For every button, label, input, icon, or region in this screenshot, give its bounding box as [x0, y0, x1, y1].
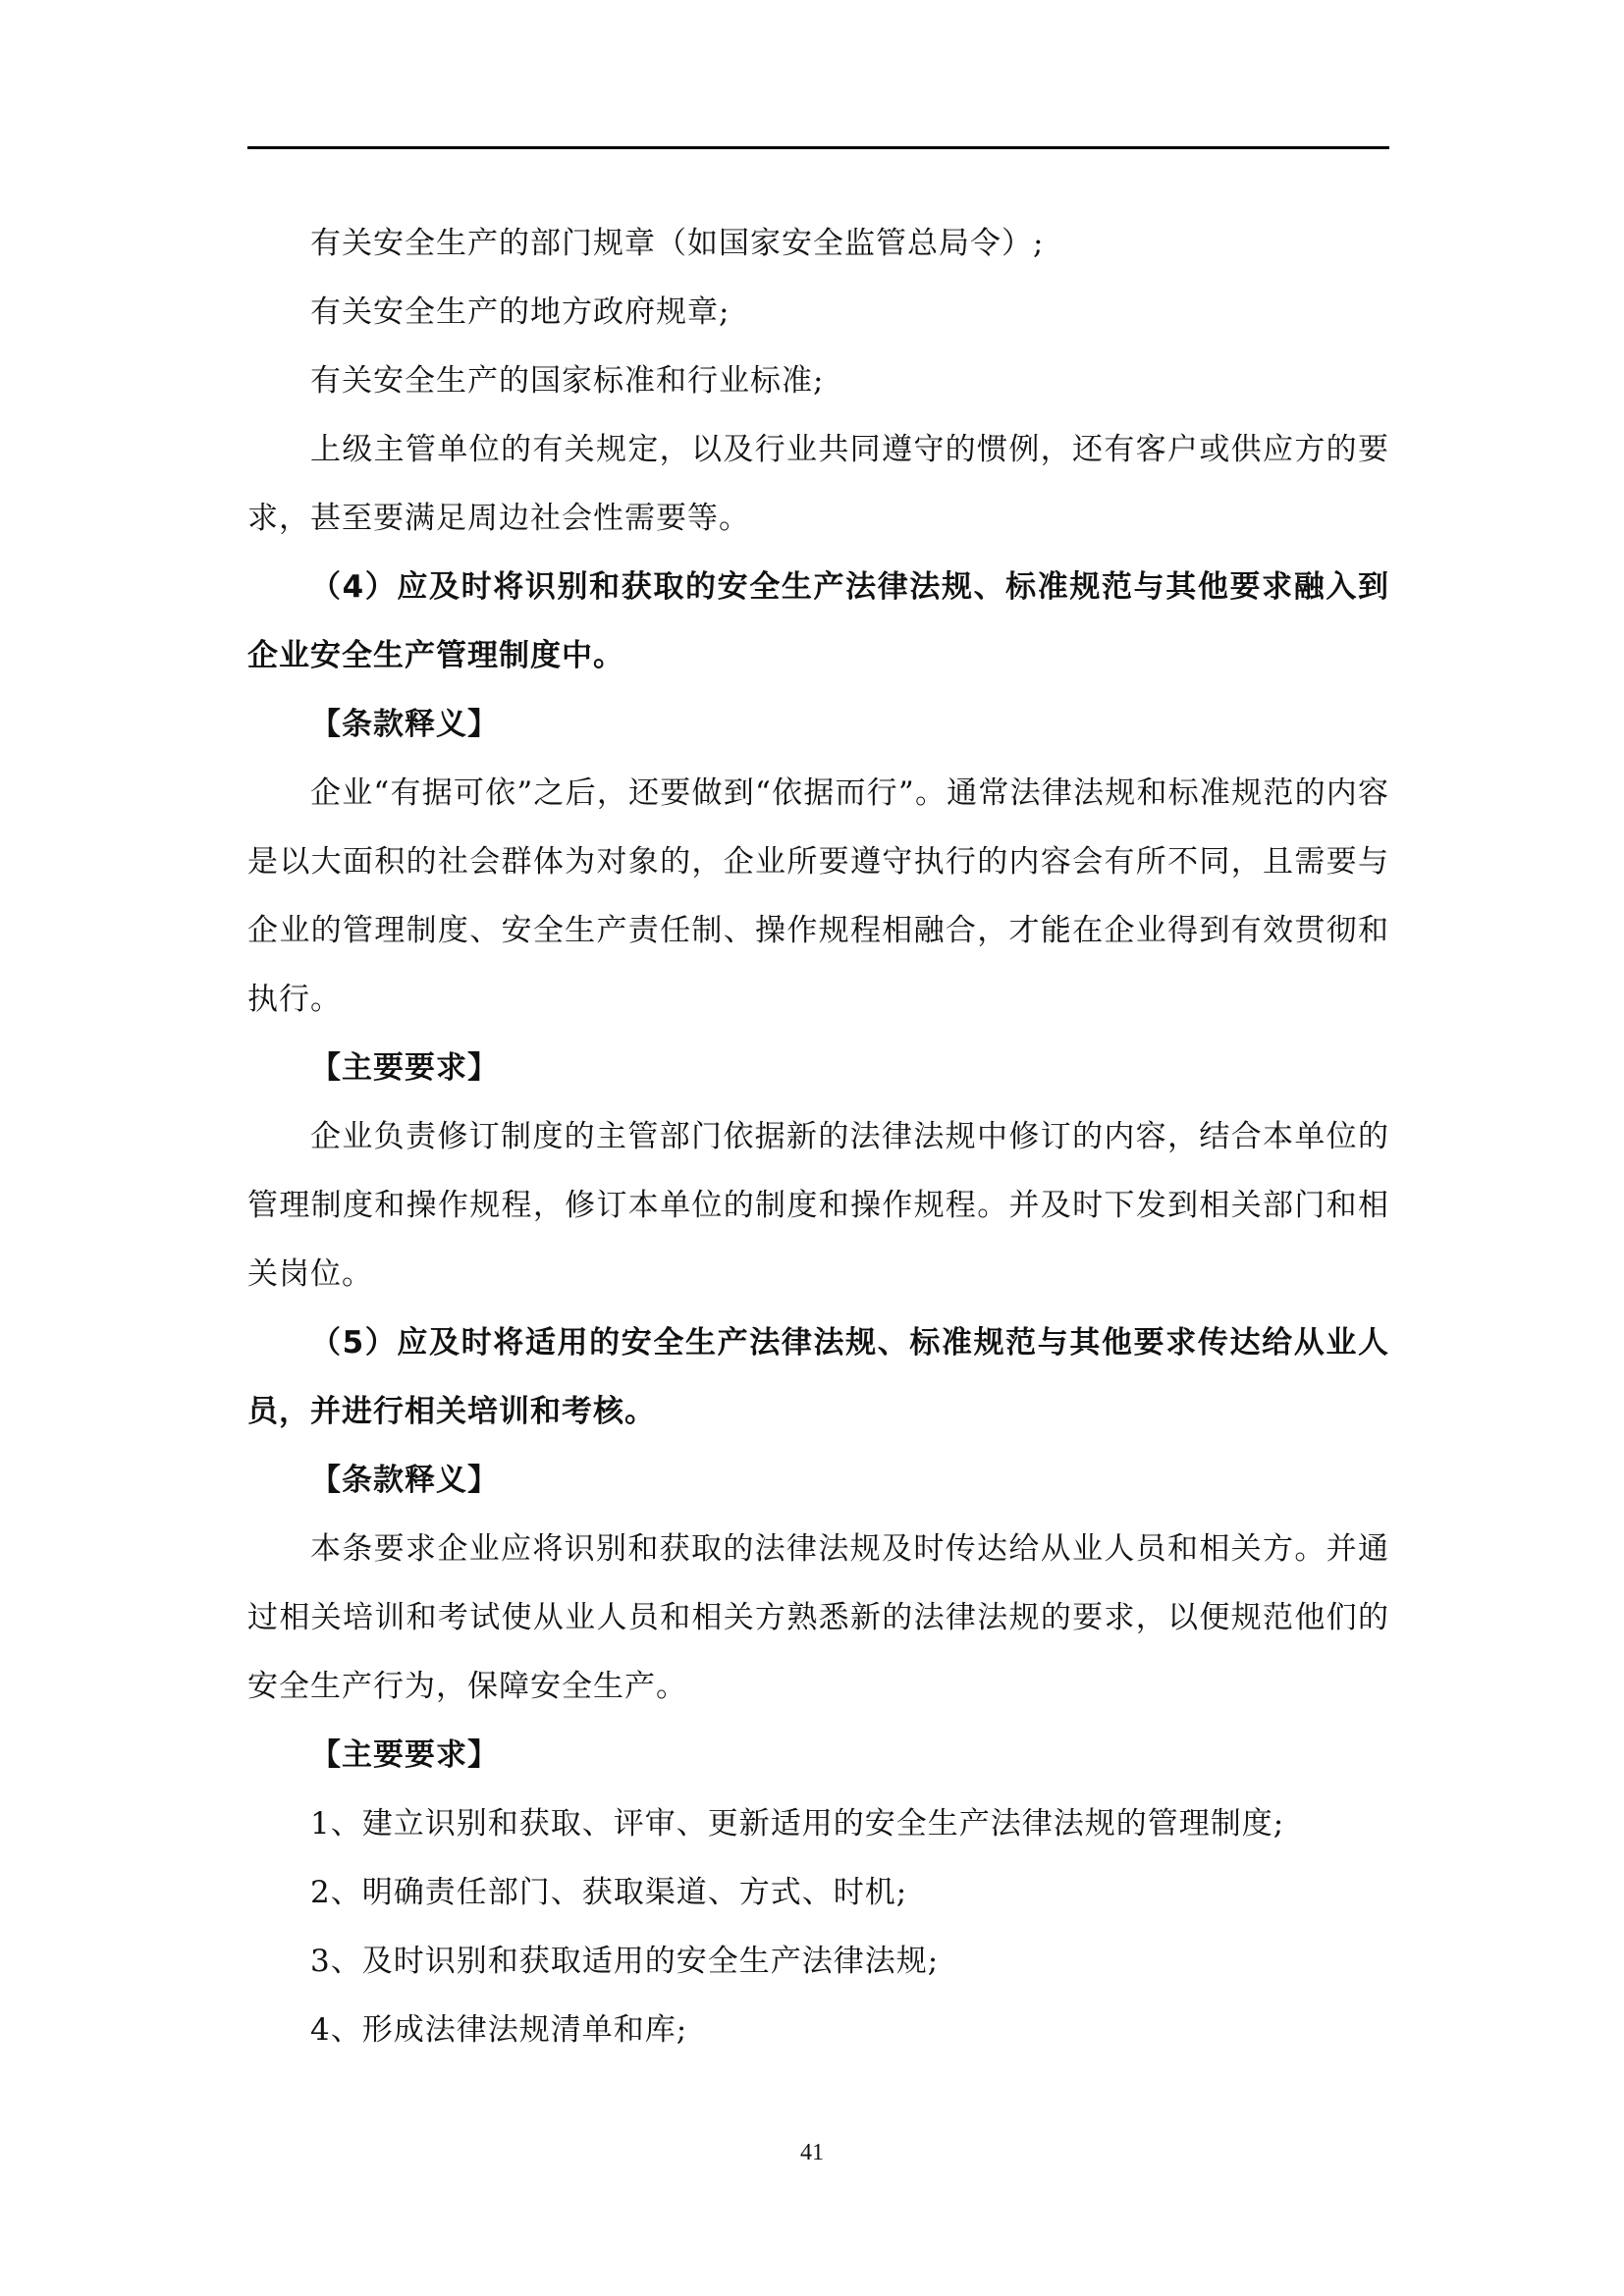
- paragraph-local-rules: 有关安全生产的地方政府规章;: [310, 294, 731, 330]
- paragraph-interpretation-5: 本条要求企业应将识别和获取的法律法规及时传达给从业人员和相关方。并通过相关培训和考试使从业人员和相关方熟悉新的法律法规的要求，以便规范他们的安全生产行为，保障安全生产。: [247, 1531, 1389, 1704]
- paragraph-ministerial-rules: 有关安全生产的部门规章（如国家安全监管总局令）;: [310, 226, 1045, 261]
- document-body: [247, 209, 1389, 2064]
- section-label-requirements: 【主要要求】: [310, 1737, 499, 1773]
- list-item-requirement-2: 2、明确责任部门、获取渠道、方式、时机;: [310, 1875, 908, 1910]
- paragraph-superior-rules: 上级主管单位的有关规定，以及行业共同遵守的惯例，还有客户或供应方的要求，甚至要满足周边社会性需要等。: [247, 432, 1389, 536]
- paragraph-requirements-4: 企业负责修订制度的主管部门依据新的法律法规中修订的内容，结合本单位的管理制度和操作规程，修订本单位的制度和操作规程。并及时下发到相关部门和相关岗位。: [247, 1119, 1389, 1292]
- section-label-interpretation: 【条款释义】: [310, 1463, 499, 1498]
- clause-5-heading: （5）应及时将适用的安全生产法律法规、标准规范与其他要求传达给从业人员，并进行相关培训和考核。: [247, 1325, 1389, 1429]
- page-number: 41: [800, 2140, 824, 2165]
- paragraph-standards: 有关安全生产的国家标准和行业标准;: [310, 363, 825, 399]
- clause-4-heading: （4）应及时将识别和获取的安全生产法律法规、标准规范与其他要求融入到企业安全生产管理制度中。: [247, 569, 1389, 673]
- section-label-requirements: 【主要要求】: [310, 1050, 499, 1086]
- paragraph-interpretation-4: 企业“有据可依”之后，还要做到“依据而行”。通常法律法规和标准规范的内容是以大面积的社会群体为对象的，企业所要遵守执行的内容会有所不同，且需要与企业的管理制度、安全生产责任制、操作规程相融合，才能在企业得到有效贯彻和执行。: [247, 775, 1389, 1017]
- list-item-requirement-3: 3、及时识别和获取适用的安全生产法律法规;: [310, 1944, 940, 1979]
- header-rule: [247, 146, 1389, 149]
- list-item-requirement-1: 1、建立识别和获取、评审、更新适用的安全生产法律法规的管理制度;: [310, 1806, 1285, 1842]
- list-item-requirement-4: 4、形成法律法规清单和库;: [310, 2012, 688, 2048]
- section-label-interpretation: 【条款释义】: [310, 707, 499, 742]
